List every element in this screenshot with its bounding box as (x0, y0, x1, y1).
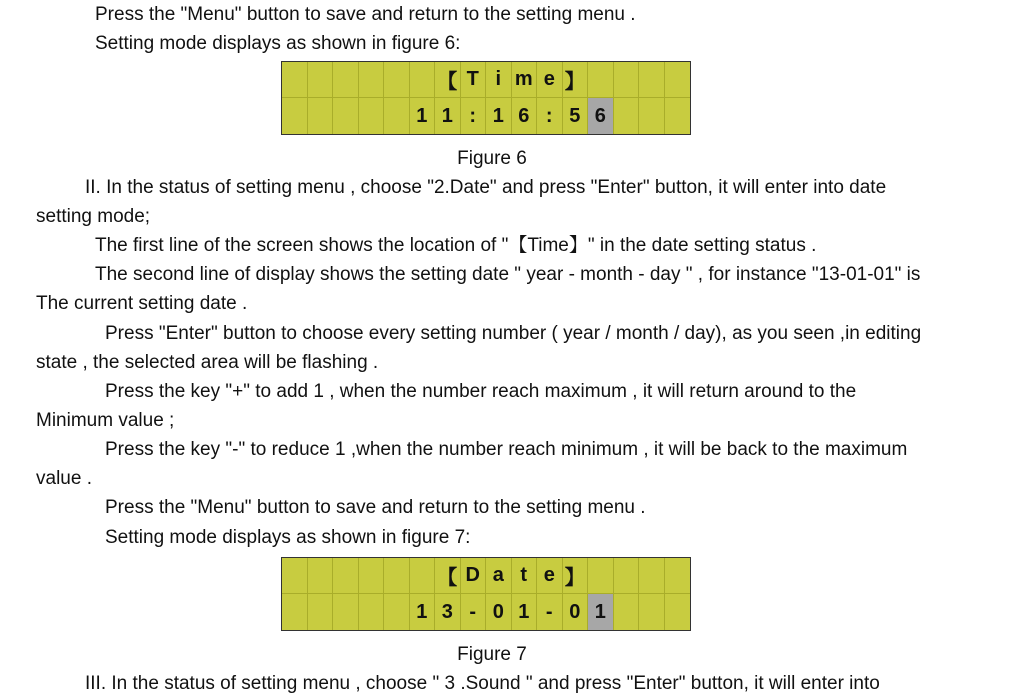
lcd-cell (639, 594, 665, 630)
paragraph-enter-1: Press "Enter" button to choose every setting number ( year / month / day), as you seen ,in editing (105, 323, 922, 344)
paragraph-minus-1: Press the key "-" to reduce 1 ,when the number reach minimum , it will be back to the maximum (105, 439, 908, 460)
paragraph-enter-2: state , the selected area will be flashing . (36, 352, 379, 373)
lcd-cell (359, 62, 385, 98)
lcd-cell: - (537, 594, 563, 630)
paragraph-plus-2: Minimum value ; (36, 410, 175, 431)
lcd-cell (614, 594, 640, 630)
lcd-cell: m (512, 62, 538, 98)
lcd-cell (359, 98, 385, 134)
paragraph-save-instruction-1: Press the "Menu" button to save and return to the setting menu . (95, 4, 636, 25)
lcd-cell: 】 (563, 62, 589, 98)
paragraph-sound-setting: III. In the status of setting menu , choose " 3 .Sound " and press "Enter" button, it will enter into (85, 673, 880, 694)
paragraph-figure7-intro: Setting mode displays as shown in figure 7: (105, 527, 471, 548)
lcd-cell (614, 62, 640, 98)
lcd-cell: 1 (435, 98, 461, 134)
lcd-cell: i (486, 62, 512, 98)
lcd-cell: : (537, 98, 563, 134)
paragraph-first-line: The first line of the screen shows the location of "【Time】" in the date setting status . (95, 235, 817, 256)
lcd-cell: 5 (563, 98, 589, 134)
lcd-cell (588, 62, 614, 98)
lcd-cell: 1 (512, 594, 538, 630)
lcd-cell (359, 558, 385, 594)
lcd-cell: a (486, 558, 512, 594)
lcd-cell: 1 (410, 594, 436, 630)
lcd-cell: D (461, 558, 487, 594)
lcd-cell (384, 98, 410, 134)
lcd-cell: 】 (563, 558, 589, 594)
lcd-cell (333, 558, 359, 594)
lcd-cell (588, 558, 614, 594)
lcd-cell (410, 62, 436, 98)
lcd-cell: t (512, 558, 538, 594)
lcd-cursor-cell: 1 (588, 594, 614, 630)
lcd-figure-6 (281, 61, 691, 135)
paragraph-second-line-2: The current setting date . (36, 293, 248, 314)
lcd-cell (359, 594, 385, 630)
lcd-cell (665, 98, 691, 134)
lcd-cell: 0 (486, 594, 512, 630)
lcd-cell (282, 98, 308, 134)
lcd-cell: 6 (512, 98, 538, 134)
lcd-cell (384, 62, 410, 98)
lcd-cell: e (537, 558, 563, 594)
paragraph-figure6-intro: Setting mode displays as shown in figure 6: (95, 33, 461, 54)
lcd-cell (384, 558, 410, 594)
paragraph-second-line-1: The second line of display shows the setting date " year - month - day " , for instance "13-01-01" is (95, 264, 921, 285)
lcd-cell: e (537, 62, 563, 98)
lcd-cell (665, 594, 691, 630)
lcd-cell (614, 558, 640, 594)
lcd-cell (639, 62, 665, 98)
paragraph-plus-1: Press the key "+" to add 1 , when the number reach maximum , it will return around to the (105, 381, 857, 402)
lcd-cell (333, 594, 359, 630)
lcd-cell: - (461, 594, 487, 630)
lcd-cell (665, 62, 691, 98)
lcd-cell: 3 (435, 594, 461, 630)
lcd-cell (333, 98, 359, 134)
lcd-cell: 【 (435, 62, 461, 98)
lcd-cursor-cell: 6 (588, 98, 614, 134)
lcd-cell (308, 594, 334, 630)
lcd-cell: 1 (486, 98, 512, 134)
lcd-cell (308, 558, 334, 594)
lcd-cell: 1 (410, 98, 436, 134)
lcd-cell (308, 62, 334, 98)
lcd-cell: 【 (435, 558, 461, 594)
lcd-cell (614, 98, 640, 134)
figure-7-caption: Figure 7 (457, 644, 527, 665)
lcd-cell: : (461, 98, 487, 134)
lcd-cell (639, 98, 665, 134)
lcd-cell (333, 62, 359, 98)
lcd-cell (665, 558, 691, 594)
lcd-figure-7 (281, 557, 691, 631)
lcd-cell (282, 62, 308, 98)
paragraph-minus-2: value . (36, 468, 92, 489)
lcd-cell (384, 594, 410, 630)
paragraph-date-setting-1: II. In the status of setting menu , choose "2.Date" and press "Enter" button, it will enter into date (85, 177, 887, 198)
lcd-cell (639, 558, 665, 594)
lcd-cell: T (461, 62, 487, 98)
lcd-cell (282, 558, 308, 594)
lcd-cell (282, 594, 308, 630)
figure-6-caption: Figure 6 (457, 148, 527, 169)
paragraph-save-instruction-2: Press the "Menu" button to save and return to the setting menu . (105, 497, 646, 518)
paragraph-date-setting-2: setting mode; (36, 206, 151, 227)
lcd-cell (308, 98, 334, 134)
lcd-cell: 0 (563, 594, 589, 630)
lcd-cell (410, 558, 436, 594)
